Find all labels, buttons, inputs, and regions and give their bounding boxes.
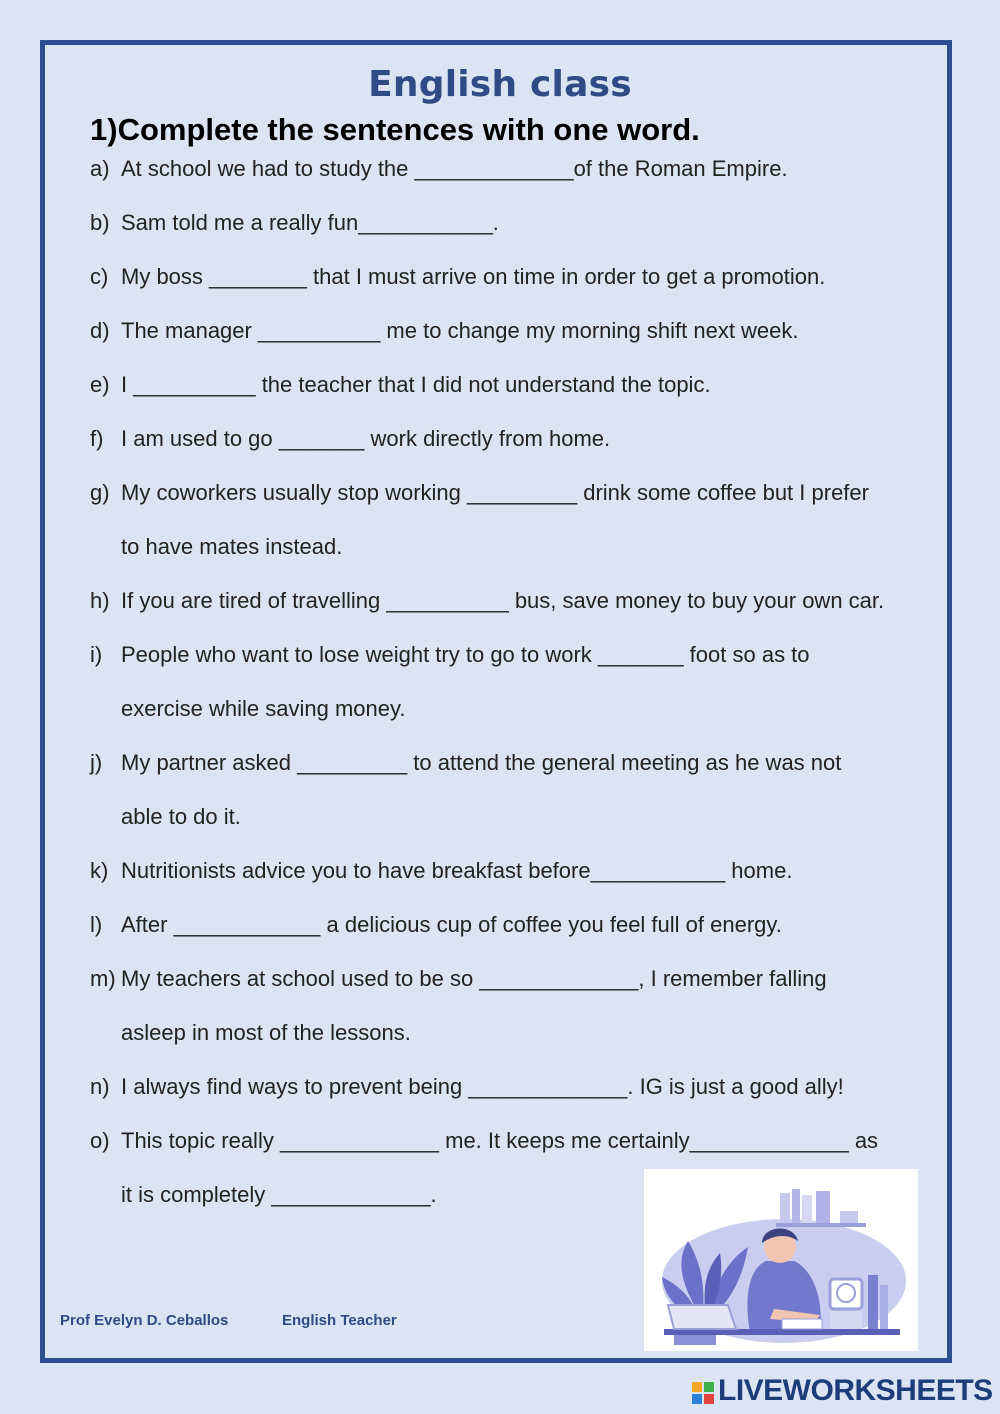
sentence-f: f) I am used to go _______ work directly from home. — [90, 426, 611, 451]
sentence-k: k) Nutritionists advice you to have breakfast before___________ home. — [90, 858, 793, 883]
sentence-l: l) After ____________ a delicious cup of coffee you feel full of energy. — [90, 912, 782, 937]
sentence-n: n) I always find ways to prevent being _____________. IG is just a good ally! — [90, 1074, 844, 1099]
sentence-b: b) Sam told me a really fun___________. — [90, 210, 499, 235]
sentence-a: a) At school we had to study the _____________of the Roman Empire. — [90, 156, 788, 181]
brand-text: LIVEWORKSHEETS — [718, 1374, 993, 1407]
author-name: Prof Evelyn D. Ceballos — [60, 1312, 229, 1329]
sentence-g: g) My coworkers usually stop working _________ drink some coffee but I prefer — [90, 480, 869, 505]
student-illustration — [644, 1169, 918, 1351]
sentence-h: h) If you are tired of travelling __________ bus, save money to buy your own car. — [90, 588, 885, 613]
sentence-i: i) People who want to lose weight try to go to work _______ foot so as to — [90, 642, 810, 667]
exercise-instruction: 1)Complete the sentences with one word. — [90, 112, 700, 147]
sentence-m-continued: asleep in most of the lessons. — [121, 1020, 411, 1045]
sentence-i-continued: exercise while saving money. — [121, 696, 406, 721]
sentence-d: d) The manager __________ me to change my morning shift next week. — [90, 318, 799, 343]
author-role: English Teacher — [282, 1312, 397, 1329]
sentence-e: e) I __________ the teacher that I did not understand the topic. — [90, 372, 711, 397]
sentence-c: c) My boss ________ that I must arrive on time in order to get a promotion. — [90, 264, 826, 289]
sentence-m: m) My teachers at school used to be so _____________, I remember falling — [90, 966, 827, 991]
sentence-g-continued: to have mates instead. — [121, 534, 343, 559]
brand-icon — [692, 1382, 714, 1404]
sentence-j-continued: able to do it. — [121, 804, 241, 829]
sentence-j: j) My partner asked _________ to attend the general meeting as he was not — [90, 750, 842, 775]
sentence-o: o) This topic really _____________ me. It keeps me certainly_____________ as — [90, 1128, 879, 1153]
sentence-o-continued: it is completely _____________. — [121, 1182, 437, 1207]
page-title: English class — [368, 64, 632, 105]
